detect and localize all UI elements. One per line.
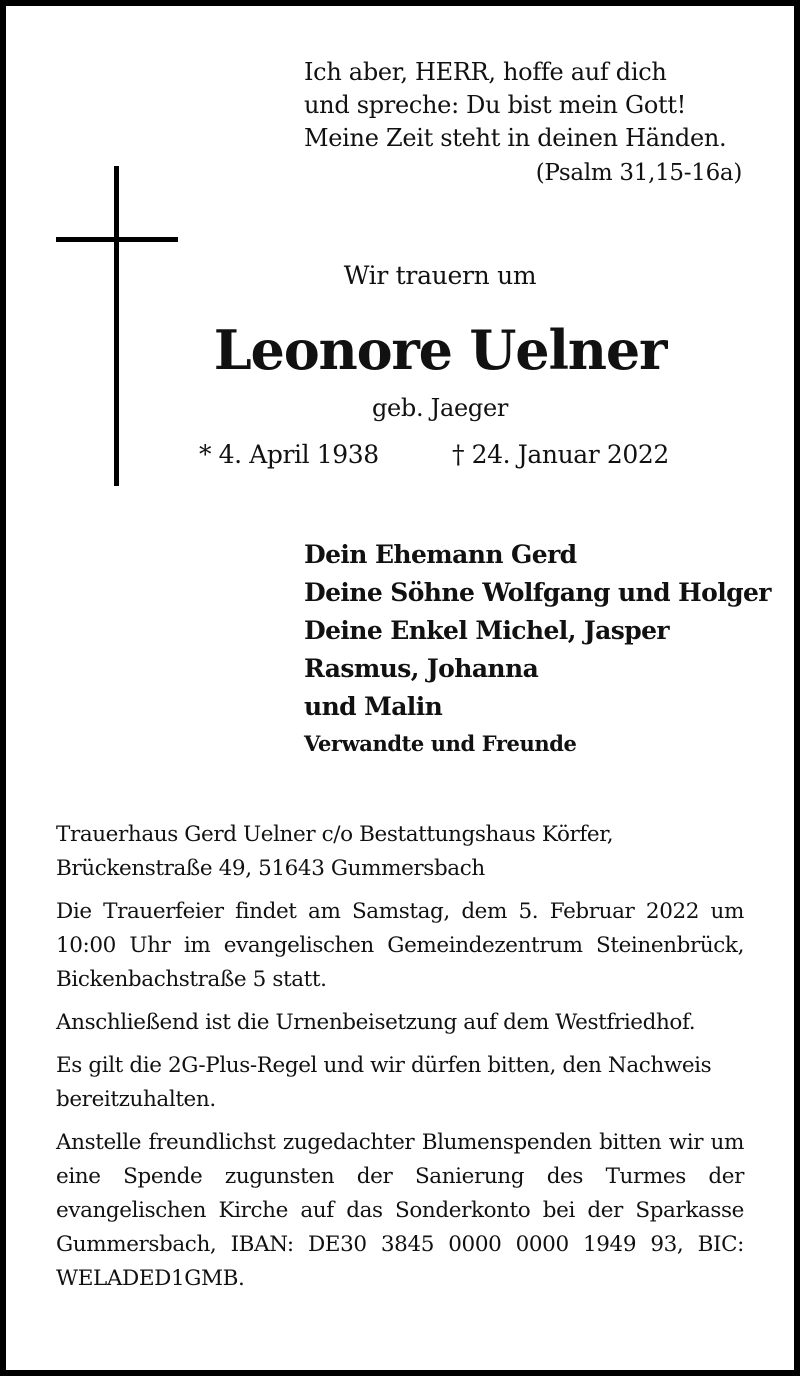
ceremony-details: Die Trauerfeier findet am Samstag, dem 5. Februar 2022 um 10:00 Uhr im evangelischen Gemeindezentrum Steinenbrück, Bickenbachstraße 5 statt. [56,899,744,992]
verse-reference: (Psalm 31,15-16a) [535,160,742,186]
mourning-intro: Wir trauern um [343,261,537,290]
mourners-list [304,536,771,762]
verse-line: Meine Zeit steht in deinen Händen. [304,124,727,152]
death-date: † 24. Januar 2022 [452,440,669,469]
mourners-closing: Verwandte und Freunde [304,731,577,756]
maiden-name: geb. Jaeger [371,394,509,422]
address-line: Trauerhaus Gerd Uelner c/o Bestattungshaus Körfer, [56,822,614,847]
donation-request: Anstelle freundlichst zugedachter Blumenspenden bitten wir um eine Spende zugunsten der Sanierung des Turmes der evangelischen Kirche auf das Sonderkonto bei der Sparkasse Gummersbach, IBAN: DE30 3845 0000 0000 1949 93, BIC: WELADED1GMB. [56,1130,744,1291]
covid-rule: Es gilt die 2G-Plus-Regel und wir dürfen bitten, den Nachweis bereitzuhalten. [56,1053,712,1112]
birth-date: * 4. April 1938 [199,440,379,469]
mourning-house-address [56,818,744,886]
verse-line: und spreche: Du bist mein Gott! [304,91,687,119]
bible-verse [304,56,726,155]
address-line: Brückenstraße 49, 51643 Gummersbach [56,856,485,881]
mourner-line: Rasmus, Johanna [304,654,539,683]
mourner-line: Dein Ehemann Gerd [304,540,577,569]
mourner-line: und Malin [304,692,443,721]
burial-details: Anschließend ist die Urnenbeisetzung auf dem Westfriedhof. [56,1010,696,1035]
deceased-name: Leonore Uelner [213,318,667,382]
cross-horizontal-bar [56,237,178,242]
verse-line: Ich aber, HERR, hoffe auf dich [304,58,667,86]
mourner-line: Deine Söhne Wolfgang und Holger [304,578,771,607]
notice-details [56,818,744,1305]
mourner-line: Deine Enkel Michel, Jasper [304,616,669,645]
